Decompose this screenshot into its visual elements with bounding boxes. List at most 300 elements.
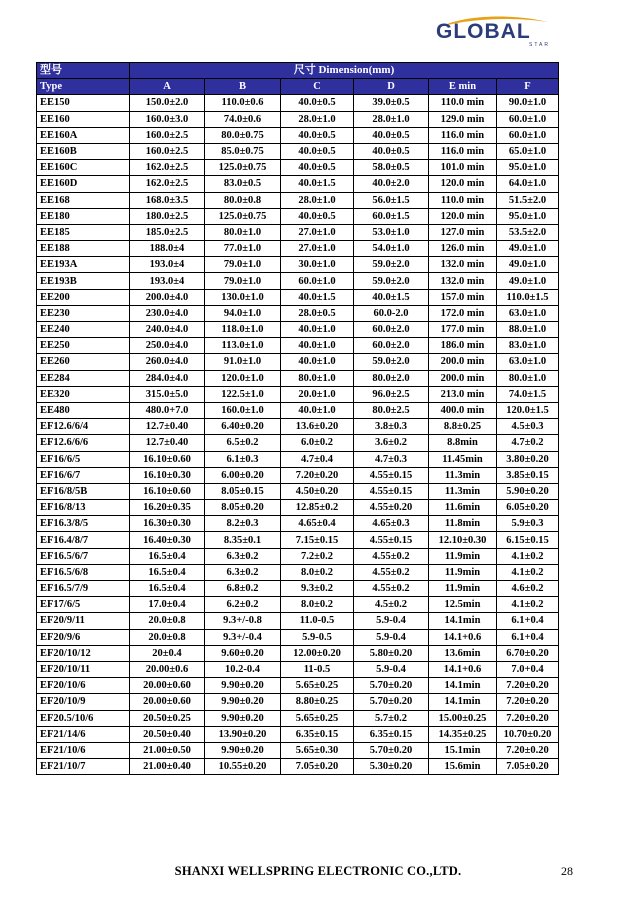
dimension-cell: 80.0±0.8 [205,192,281,208]
dimension-cell: 110.0±0.6 [205,95,281,111]
dimension-cell: 162.0±2.5 [130,176,205,192]
dimension-cell: 88.0±1.0 [497,322,559,338]
dimension-cell: 60.0±1.0 [497,111,559,127]
dimension-cell: 9.90±0.20 [205,694,281,710]
dimension-cell: 132.0 min [429,257,497,273]
dimension-cell: 15.00±0.25 [429,710,497,726]
dimension-cell: 240.0±4.0 [130,322,205,338]
header-row-1 [37,63,559,79]
dimension-cell: 95.0±1.0 [497,160,559,176]
dimension-cell: 59.0±2.0 [354,273,429,289]
dimension-header: 尺寸 Dimension(mm) [130,63,559,79]
dimension-cell: 5.80±0.20 [354,645,429,661]
dimension-cell: 14.35±0.25 [429,726,497,742]
dimension-cell: 28.0±0.5 [281,305,354,321]
dimension-cell: 63.0±1.0 [497,354,559,370]
type-cell: EE193A [37,257,130,273]
dimension-cell: 5.9-0.4 [354,613,429,629]
table-row [37,613,559,629]
dimension-cell: 40.0±1.0 [281,402,354,418]
dimension-cell: 28.0±1.0 [281,192,354,208]
dimension-table [36,62,559,775]
dimension-cell: 15.1min [429,742,497,758]
dimension-cell: 4.65±0.3 [354,516,429,532]
footer [0,862,636,880]
type-cell: EF21/10/6 [37,742,130,758]
dimension-cell: 16.5±0.4 [130,564,205,580]
dimension-cell: 85.0±0.75 [205,143,281,159]
dimension-cell: 95.0±1.0 [497,208,559,224]
dimension-cell: 7.0+0.4 [497,661,559,677]
table-row [37,208,559,224]
dimension-cell: 8.8min [429,435,497,451]
dimension-cell: 4.5±0.3 [497,419,559,435]
dimension-cell: 110.0±1.5 [497,289,559,305]
dimension-cell: 180.0±2.5 [130,208,205,224]
dimension-cell: 11.3min [429,483,497,499]
dimension-cell: 17.0±0.4 [130,597,205,613]
dimension-cell: 11.45min [429,451,497,467]
dimension-cell: 60.0±1.0 [497,127,559,143]
table-row [37,645,559,661]
dimension-cell: 11.3min [429,467,497,483]
dimension-cell: 11.9min [429,581,497,597]
type-cell: EF17/6/5 [37,597,130,613]
dimension-cell: 11.6min [429,500,497,516]
dimension-cell: 28.0±1.0 [354,111,429,127]
table-row [37,500,559,516]
dimension-cell: 14.1min [429,694,497,710]
column-header: A [130,79,205,95]
dimension-cell: 16.10±0.30 [130,467,205,483]
dimension-cell: 11.0-0.5 [281,613,354,629]
dimension-cell: 4.55±0.15 [354,532,429,548]
dimension-cell: 113.0±1.0 [205,338,281,354]
type-cell: EF16.5/6/7 [37,548,130,564]
type-cell: EE284 [37,370,130,386]
dimension-cell: 94.0±1.0 [205,305,281,321]
dimension-cell: 20.50±0.25 [130,710,205,726]
dimension-cell: 20.0±0.8 [130,613,205,629]
dimension-cell: 7.20±0.20 [497,742,559,758]
dimension-cell: 14.1min [429,613,497,629]
dimension-cell: 60.0-2.0 [354,305,429,321]
table-row [37,532,559,548]
dimension-cell: 12.7±0.40 [130,419,205,435]
dimension-cell: 83.0±1.0 [497,338,559,354]
dimension-cell: 213.0 min [429,386,497,402]
table-row [37,370,559,386]
type-cell: EE480 [37,402,130,418]
type-cell: EF12.6/6/6 [37,435,130,451]
dimension-cell: 14.1+0.6 [429,629,497,645]
dimension-cell: 6.00±0.20 [205,467,281,483]
dimension-cell: 6.35±0.15 [281,726,354,742]
dimension-cell: 7.2±0.2 [281,548,354,564]
type-cell: EE160 [37,111,130,127]
dimension-cell: 185.0±2.5 [130,224,205,240]
dimension-cell: 157.0 min [429,289,497,305]
dimension-cell: 6.2±0.2 [205,597,281,613]
dimension-cell: 20.00±0.60 [130,694,205,710]
dimension-cell: 20±0.4 [130,645,205,661]
dimension-cell: 10.70±0.20 [497,726,559,742]
dimension-cell: 10.55±0.20 [205,759,281,775]
type-cell: EE320 [37,386,130,402]
dimension-cell: 11.9min [429,548,497,564]
dimension-cell: 160.0±2.5 [130,143,205,159]
dimension-cell: 116.0 min [429,127,497,143]
dimension-cell: 6.0±0.2 [281,435,354,451]
dimension-cell: 3.8±0.3 [354,419,429,435]
dimension-cell: 7.05±0.20 [281,759,354,775]
dimension-cell: 20.00±0.6 [130,661,205,677]
dimension-cell: 9.3±0.2 [281,581,354,597]
dimension-cell: 16.5±0.4 [130,548,205,564]
dimension-cell: 101.0 min [429,160,497,176]
type-cell: EF20/10/6 [37,678,130,694]
dimension-cell: 8.8±0.25 [429,419,497,435]
dimension-cell: 480.0+7.0 [130,402,205,418]
dimension-cell: 4.55±0.2 [354,581,429,597]
table-row [37,435,559,451]
type-cell: EE250 [37,338,130,354]
dimension-cell: 193.0±4 [130,273,205,289]
type-cell: EE160D [37,176,130,192]
dimension-cell: 6.1±0.3 [205,451,281,467]
dimension-cell: 53.0±1.0 [354,224,429,240]
type-cell: EE168 [37,192,130,208]
dimension-cell: 40.0±2.0 [354,176,429,192]
dimension-cell: 16.30±0.30 [130,516,205,532]
dimension-cell: 8.05±0.15 [205,483,281,499]
type-cell: EF16/6/7 [37,467,130,483]
type-cell: EF21/14/6 [37,726,130,742]
dimension-cell: 40.0±0.5 [354,143,429,159]
table-row [37,95,559,111]
dimension-cell: 6.8±0.2 [205,581,281,597]
dimension-cell: 8.2±0.3 [205,516,281,532]
dimension-cell: 30.0±1.0 [281,257,354,273]
type-cell: EE260 [37,354,130,370]
dimension-cell: 21.00±0.40 [130,759,205,775]
type-cell: EF20/9/11 [37,613,130,629]
type-cell: EE180 [37,208,130,224]
dimension-cell: 83.0±0.5 [205,176,281,192]
dimension-cell: 230.0±4.0 [130,305,205,321]
dimension-cell: 5.70±0.20 [354,742,429,758]
dimension-cell: 12.85±0.2 [281,500,354,516]
dimension-cell: 51.5±2.0 [497,192,559,208]
dimension-cell: 9.90±0.20 [205,742,281,758]
dimension-cell: 49.0±1.0 [497,273,559,289]
dimension-cell: 3.6±0.2 [354,435,429,451]
dimension-cell: 96.0±2.5 [354,386,429,402]
type-cell: EF16.4/8/7 [37,532,130,548]
dimension-cell: 4.55±0.2 [354,564,429,580]
dimension-cell: 56.0±1.5 [354,192,429,208]
dimension-cell: 16.5±0.4 [130,581,205,597]
dimension-cell: 132.0 min [429,273,497,289]
dimension-cell: 120.0 min [429,176,497,192]
dimension-cell: 7.20±0.20 [281,467,354,483]
dimension-cell: 120.0 min [429,208,497,224]
dimension-cell: 200.0±4.0 [130,289,205,305]
dimension-cell: 4.55±0.15 [354,467,429,483]
brand-subtitle: STAR [529,42,550,48]
dimension-cell: 260.0±4.0 [130,354,205,370]
dimension-cell: 127.0 min [429,224,497,240]
dimension-cell: 60.0±2.0 [354,322,429,338]
dimension-cell: 4.6±0.2 [497,581,559,597]
dimension-cell: 122.5±1.0 [205,386,281,402]
dimension-cell: 7.20±0.20 [497,678,559,694]
dimension-cell: 20.50±0.40 [130,726,205,742]
column-header: F [497,79,559,95]
table-row [37,111,559,127]
dimension-cell: 20.0±0.8 [130,629,205,645]
dimension-cell: 63.0±1.0 [497,305,559,321]
dimension-cell: 40.0±1.5 [354,289,429,305]
dimension-cell: 6.1+0.4 [497,613,559,629]
dimension-cell: 5.9-0.5 [281,629,354,645]
type-cn-header: 型号 [37,63,130,79]
dimension-cell: 284.0±4.0 [130,370,205,386]
dimension-cell: 40.0±0.5 [281,127,354,143]
dimension-cell: 74.0±0.6 [205,111,281,127]
dimension-cell: 27.0±1.0 [281,241,354,257]
type-cell: EF16.5/7/9 [37,581,130,597]
dimension-cell: 4.55±0.2 [354,548,429,564]
type-cell: EF16/6/5 [37,451,130,467]
table-row [37,127,559,143]
dimension-cell: 150.0±2.0 [130,95,205,111]
dimension-cell: 177.0 min [429,322,497,338]
table-row [37,467,559,483]
dimension-cell: 14.1+0.6 [429,661,497,677]
company-name: SHANXI WELLSPRING ELECTRONIC CO.,LTD. [174,864,462,878]
dimension-cell: 4.5±0.2 [354,597,429,613]
type-cell: EF20/10/11 [37,661,130,677]
table-row [37,581,559,597]
type-cell: EE150 [37,95,130,111]
dimension-cell: 39.0±0.5 [354,95,429,111]
dimension-cell: 77.0±1.0 [205,241,281,257]
dimension-cell: 12.10±0.30 [429,532,497,548]
brand-name: GLOBAL [436,20,531,43]
table-row [37,338,559,354]
table-row [37,176,559,192]
dimension-cell: 12.5min [429,597,497,613]
dimension-cell: 16.20±0.35 [130,500,205,516]
dimension-cell: 6.15±0.15 [497,532,559,548]
table-row [37,273,559,289]
dimension-cell: 186.0 min [429,338,497,354]
dimension-cell: 110.0 min [429,95,497,111]
column-header: D [354,79,429,95]
dimension-cell: 193.0±4 [130,257,205,273]
table-row [37,548,559,564]
dimension-cell: 4.1±0.2 [497,597,559,613]
dimension-cell: 12.7±0.40 [130,435,205,451]
table-row [37,678,559,694]
dimension-cell: 125.0±0.75 [205,160,281,176]
table-row [37,710,559,726]
table-row [37,305,559,321]
dimension-cell: 5.7±0.2 [354,710,429,726]
dimension-cell: 16.10±0.60 [130,451,205,467]
dimension-cell: 80.0±2.5 [354,402,429,418]
type-cell: EF20.5/10/6 [37,710,130,726]
dimension-cell: 49.0±1.0 [497,241,559,257]
type-cell: EE160C [37,160,130,176]
dimension-cell: 5.9-0.4 [354,661,429,677]
dimension-cell: 6.3±0.2 [205,548,281,564]
dimension-cell: 5.30±0.20 [354,759,429,775]
table-row [37,483,559,499]
dimension-cell: 79.0±1.0 [205,273,281,289]
type-cell: EE230 [37,305,130,321]
dimension-cell: 4.7±0.3 [354,451,429,467]
dimension-cell: 15.6min [429,759,497,775]
dimension-cell: 90.0±1.0 [497,95,559,111]
dimension-cell: 6.3±0.2 [205,564,281,580]
dimension-cell: 7.05±0.20 [497,759,559,775]
type-cell: EE160B [37,143,130,159]
dimension-cell: 3.80±0.20 [497,451,559,467]
dimension-cell: 80.0±1.0 [281,370,354,386]
dimension-cell: 162.0±2.5 [130,160,205,176]
table-row [37,354,559,370]
dimension-cell: 5.70±0.20 [354,694,429,710]
type-cell: EF20/10/9 [37,694,130,710]
type-cell: EF20/10/12 [37,645,130,661]
table-row [37,402,559,418]
dimension-cell: 59.0±2.0 [354,257,429,273]
dimension-cell: 4.55±0.20 [354,500,429,516]
type-cell: EE200 [37,289,130,305]
dimension-cell: 59.0±2.0 [354,354,429,370]
dimension-cell: 13.6±0.20 [281,419,354,435]
dimension-cell: 168.0±3.5 [130,192,205,208]
dimension-cell: 7.20±0.20 [497,694,559,710]
dimension-cell: 315.0±5.0 [130,386,205,402]
dimension-cell: 49.0±1.0 [497,257,559,273]
dimension-cell: 6.40±0.20 [205,419,281,435]
dimension-cell: 80.0±1.0 [497,370,559,386]
table-row [37,143,559,159]
dimension-cell: 126.0 min [429,241,497,257]
brand-logo [436,14,556,48]
type-cell: EF16.3/8/5 [37,516,130,532]
dimension-cell: 4.55±0.15 [354,483,429,499]
dimension-cell: 40.0±1.0 [281,322,354,338]
dimension-cell: 188.0±4 [130,241,205,257]
dimension-cell: 5.65±0.30 [281,742,354,758]
dimension-cell: 118.0±1.0 [205,322,281,338]
column-header: E min [429,79,497,95]
dimension-cell: 10.2-0.4 [205,661,281,677]
dimension-cell: 7.20±0.20 [497,710,559,726]
table-row [37,742,559,758]
table-row [37,694,559,710]
dimension-cell: 4.7±0.2 [497,435,559,451]
dimension-cell: 129.0 min [429,111,497,127]
dimension-cell: 40.0±0.5 [281,143,354,159]
dimension-cell: 79.0±1.0 [205,257,281,273]
dimension-cell: 5.65±0.25 [281,710,354,726]
dimension-cell: 9.90±0.20 [205,710,281,726]
dimension-cell: 91.0±1.0 [205,354,281,370]
dimension-cell: 20.0±1.0 [281,386,354,402]
table-row [37,386,559,402]
page-number: 28 [561,864,573,878]
dimension-cell: 110.0 min [429,192,497,208]
table-row [37,597,559,613]
dimension-cell: 53.5±2.0 [497,224,559,240]
dimension-cell: 74.0±1.5 [497,386,559,402]
dimension-cell: 21.00±0.50 [130,742,205,758]
dimension-cell: 8.0±0.2 [281,597,354,613]
dimension-cell: 40.0±1.0 [281,354,354,370]
dimension-cell: 64.0±1.0 [497,176,559,192]
dimension-cell: 160.0±2.5 [130,127,205,143]
dimension-cell: 40.0±0.5 [281,160,354,176]
dimension-cell: 6.1+0.4 [497,629,559,645]
dimension-cell: 130.0±1.0 [205,289,281,305]
dimension-cell: 9.3+/-0.4 [205,629,281,645]
table-row [37,192,559,208]
dimension-cell: 40.0±0.5 [281,208,354,224]
dimension-cell: 5.90±0.20 [497,483,559,499]
dimension-cell: 5.70±0.20 [354,678,429,694]
dimension-cell: 4.1±0.2 [497,548,559,564]
dimension-cell: 6.35±0.15 [354,726,429,742]
dimension-cell: 4.1±0.2 [497,564,559,580]
table-row [37,759,559,775]
dimension-cell: 80.0±0.75 [205,127,281,143]
dimension-cell: 16.40±0.30 [130,532,205,548]
dimension-cell: 9.3+/-0.8 [205,613,281,629]
table-row [37,629,559,645]
type-cell: EF20/9/6 [37,629,130,645]
table-row [37,516,559,532]
dimension-cell: 16.10±0.60 [130,483,205,499]
dimension-cell: 4.7±0.4 [281,451,354,467]
dimension-cell: 5.65±0.25 [281,678,354,694]
dimension-cell: 200.0 min [429,354,497,370]
dimension-cell: 40.0±1.5 [281,176,354,192]
dimension-cell: 8.35±0.1 [205,532,281,548]
dimension-cell: 13.90±0.20 [205,726,281,742]
dimension-cell: 14.1min [429,678,497,694]
dimension-cell: 6.05±0.20 [497,500,559,516]
dimension-cell: 40.0±1.5 [281,289,354,305]
dimension-cell: 58.0±0.5 [354,160,429,176]
dimension-cell: 40.0±1.0 [281,338,354,354]
dimension-cell: 54.0±1.0 [354,241,429,257]
dimension-cell: 13.6min [429,645,497,661]
type-cell: EF16/8/13 [37,500,130,516]
dimension-cell: 3.85±0.15 [497,467,559,483]
type-cell: EE185 [37,224,130,240]
dimension-cell: 9.60±0.20 [205,645,281,661]
dimension-cell: 20.00±0.60 [130,678,205,694]
table-row [37,224,559,240]
type-cell: EE240 [37,322,130,338]
dimension-cell: 4.65±0.4 [281,516,354,532]
dimension-cell: 12.00±0.20 [281,645,354,661]
